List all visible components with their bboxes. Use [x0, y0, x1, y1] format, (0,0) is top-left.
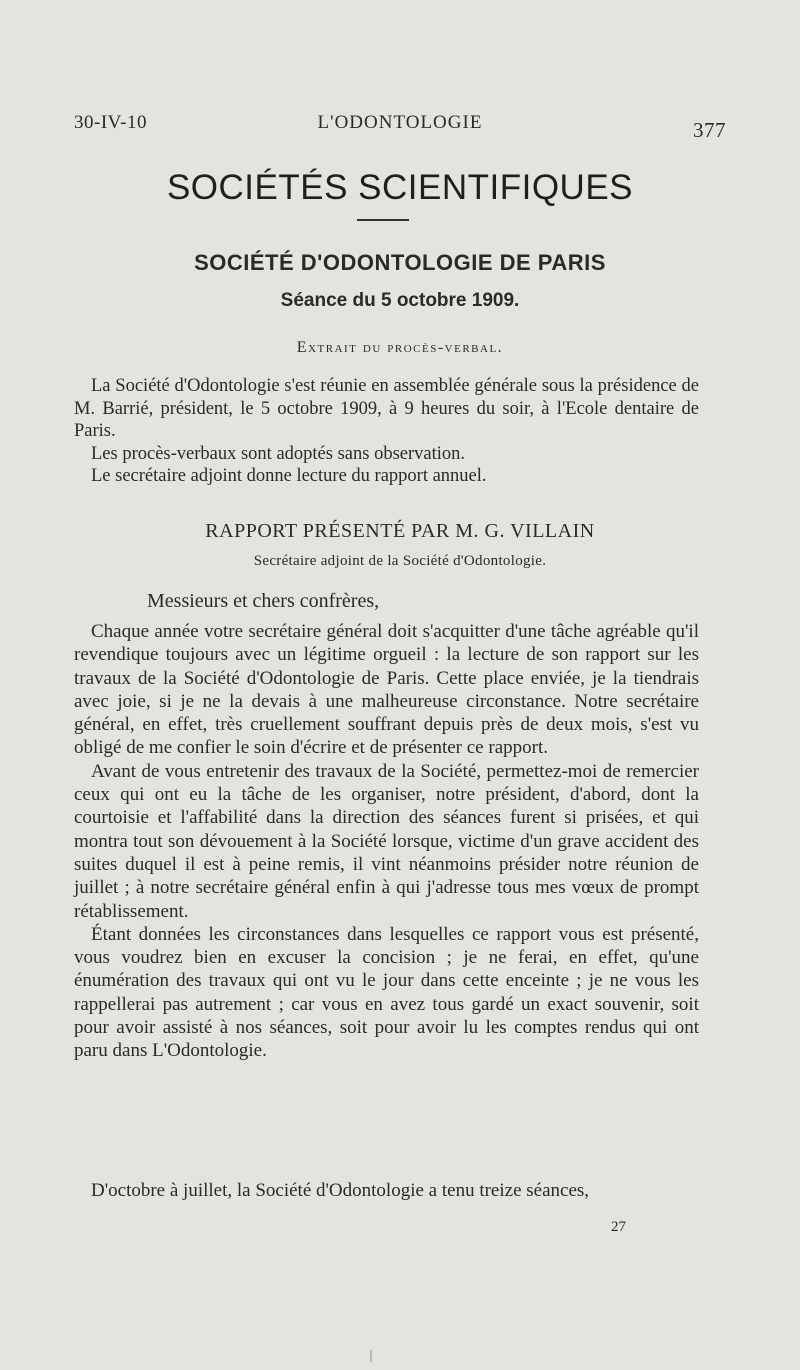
paper-mark [370, 1350, 372, 1362]
session-date: Séance du 5 octobre 1909. [280, 290, 520, 311]
report-body [74, 620, 699, 1063]
paragraph: Chaque année votre secrétaire général doit s'acquitter d'une tâche agréable qu'il revendique toujours avec un légitime orgueil : la lecture de son rapport sur les travaux de la Société d'Odontologie de Paris. Cette place enviée, je la tiendrais avec joie, si je ne la devais à une malheureuse circonstance. Notre secrétaire général, en effet, très cruellement souffrant depuis près de deux mois, s'est vu obligé de me confier le soin d'écrire et de présenter ce rapport. [74, 621, 699, 759]
signature-mark: 27 [611, 1219, 626, 1235]
intro-text [74, 375, 699, 488]
salutation: Messieurs et chers confrères, [147, 590, 380, 612]
running-head [74, 112, 726, 142]
paragraph: Le secrétaire adjoint donne lecture du rapport annuel. [91, 466, 487, 487]
paragraph: Les procès-verbaux sont adoptés sans observation. [91, 443, 466, 464]
page-number: 377 [693, 118, 726, 142]
final-paragraph [74, 1180, 699, 1203]
minutes-heading: Extrait du procès-verbal. [296, 339, 504, 356]
report-author-role: Secrétaire adjoint de la Société d'Odontologie. [253, 553, 547, 569]
society-title: SOCIÉTÉ D'ODONTOLOGIE DE PARIS [194, 250, 606, 275]
report-title: RAPPORT PRÉSENTÉ PAR M. G. VILLAIN [205, 520, 595, 542]
title-divider [357, 219, 409, 221]
issue-date: 30-IV-10 [74, 112, 147, 133]
journal-name: L'ODONTOLOGIE [317, 112, 483, 133]
paragraph: D'octobre à juillet, la Société d'Odontologie a tenu treize séances, [91, 1180, 590, 1201]
paragraph: Avant de vous entretenir des travaux de la Société, permettez-moi de remercier ceux qui ont eu la tâche de les organiser, notre président, d'abord, dont la courtoisie et l'affabilité dans la direction des séances furent si prisées, et qui montra tout son dévouement à la Société lorsque, victime d'un grave accident des suites duquel il est à peine remis, il vint néanmoins présider notre réunion de juillet ; à notre secrétaire général enfin à qui j'adresse tous mes vœux de prompt rétablissement. [74, 760, 699, 922]
paragraph: Étant données les circonstances dans lesquelles ce rapport vous est présenté, vous voudrez bien en excuser la concision ; je ne ferai, en effet, qu'une énumération des travaux qui ont vu le jour dans cette enceinte ; je ne vous les rappellerai pas autrement ; car vous en avez tous gardé un exact souvenir, soit pour avoir assisté à nos séances, soit pour avoir lu les comptes rendus qui ont paru dans L'Odontologie. [74, 923, 699, 1062]
paragraph: La Société d'Odontologie s'est réunie en assemblée générale sous la présidence de M. Barrié, président, le 5 octobre 1909, à 9 heures du soir, à l'Ecole dentaire de Paris. [74, 376, 699, 442]
section-title: SOCIÉTÉS SCIENTIFIQUES [166, 168, 634, 207]
